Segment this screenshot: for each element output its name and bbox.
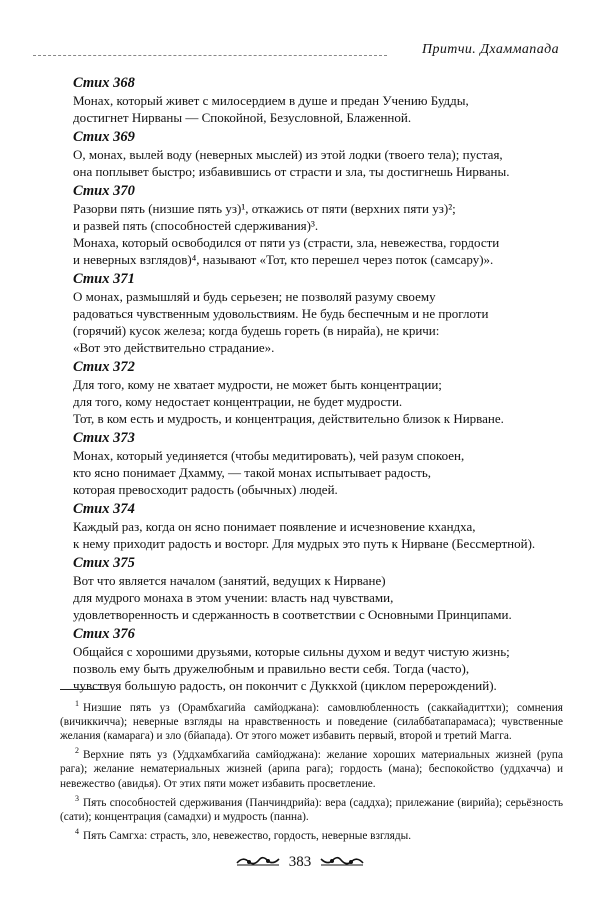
- running-header: [33, 36, 559, 64]
- verse-line: Тот, в ком есть и мудрость, и концентрация, действительно близок к Нирване.: [73, 411, 504, 426]
- verse-line: для мудрого монаха в этом учении: власть над чувствами,: [73, 590, 394, 605]
- footnotes-section: [60, 697, 563, 844]
- footnote: [60, 697, 563, 743]
- footnote: [60, 825, 563, 843]
- verse-line: О монах, размышляй и будь серьезен; не позволяй разуму своему: [73, 289, 436, 304]
- verses-section: [73, 74, 563, 696]
- ornament-left-icon: [235, 853, 281, 872]
- ornament-right-icon: [319, 853, 365, 872]
- footnote-text: Верхние пять уз (Уддхамбхагийа самйоджана): желание хороших материальных жизней (рупа рага); желание нематериальных жизней (арипа рага); гордость (мана); беспокойство (уддхачча) и невежество (авидья). От этих пяти может избавить просветление.: [60, 749, 563, 790]
- verse-line: Разорви пять (низшие пять уз)¹, откажись от пяти (верхних пяти уз)²;: [73, 201, 456, 216]
- verse-title: Стих 372: [73, 359, 135, 375]
- verse-line: О, монах, вылей воду (неверных мыслей) из этой лодки (твоего тела); пустая,: [73, 147, 503, 162]
- verse-line: «Вот это действительно страдание».: [73, 340, 275, 355]
- footnote-number: 1: [75, 699, 79, 708]
- verse-block: [73, 128, 563, 180]
- footnote: [60, 744, 563, 790]
- verse-block: [73, 500, 563, 552]
- verse-line: и неверных взглядов)⁴, называют «Тот, кто перешел через поток (самсару)».: [73, 252, 494, 267]
- verse-block: [73, 74, 563, 126]
- verse-block: [73, 625, 563, 694]
- footnote-number: 4: [75, 826, 79, 836]
- running-title: Притчи. Дхаммапада: [422, 42, 559, 57]
- verse-line: позволь ему быть дружелюбным и правильно вести себя. Тогда (часто),: [73, 661, 470, 676]
- footnote-number: 2: [75, 746, 79, 756]
- verse-block: [73, 270, 563, 356]
- verse-block: [73, 429, 563, 498]
- verse-title: Стих 368: [73, 75, 135, 91]
- footnote-separator: [60, 689, 108, 690]
- verse-line: удовлетворенность и сдержанность в соответствии с Основными Принципами.: [73, 607, 512, 622]
- verse-line: Каждый раз, когда он ясно понимает появление и исчезновение кхандха,: [73, 519, 476, 534]
- verse-line: которая превосходит радость (обычных) людей.: [73, 482, 338, 497]
- verse-block: [73, 554, 563, 623]
- verse-title: Стих 375: [73, 555, 135, 571]
- page-number: 383: [288, 853, 312, 870]
- verse-line: достигнет Нирваны — Спокойной, Безусловной, Блаженной.: [73, 110, 412, 125]
- page-footer: [0, 853, 600, 875]
- verse-title: Стих 373: [73, 430, 135, 446]
- verse-line: Монах, который живет с милосердием в душе и предан Учению Будды,: [73, 93, 469, 108]
- footnote: [60, 792, 563, 824]
- footnote-text: Пять способностей сдерживания (Панчиндрийа): вера (саддха); прилежание (вирийа); серьёзность (сати); концентрация (самадхи) и мудрость (панна).: [60, 796, 563, 823]
- verse-line: Вот что является началом (занятий, ведущих к Нирване): [73, 573, 386, 588]
- footnote-text: Низшие пять уз (Орамбхагийа самйоджана): самовлюбленность (саккайадиттхи); сомнения (вичиккичча); неверные взгляды на нравственность и поведение (силаббатапарамаса); чувственные желания (камарага) и зло (бйапада). От этого может избавить первый, второй и третий Магга.: [60, 701, 563, 743]
- verse-line: Монах, который уединяется (чтобы медитировать), чей разум спокоен,: [73, 448, 465, 463]
- verse-line: кто ясно понимает Дхамму, — такой монах испытывает радость,: [73, 465, 431, 480]
- footnote-number: 3: [75, 793, 79, 803]
- verse-block: [73, 358, 563, 427]
- verse-line: Для того, кому не хватает мудрости, не может быть концентрации;: [73, 377, 442, 392]
- verse-line: Монаха, который освободился от пяти уз (страсти, зла, невежества, гордости: [73, 235, 500, 250]
- verse-line: к нему приходит радость и восторг. Для мудрых это путь к Нирване (Бессмертной).: [73, 536, 536, 551]
- verse-line: (горячий) кусок железа; когда будешь гореть (в нирайа), не кричи:: [73, 323, 440, 338]
- verse-title: Стих 376: [73, 626, 135, 642]
- verse-title: Стих 371: [73, 271, 135, 287]
- header-rule: [33, 55, 387, 56]
- verse-title: Стих 369: [73, 129, 135, 145]
- verse-title: Стих 374: [73, 501, 135, 517]
- verse-line: Общайся с хорошими друзьями, которые сильны духом и ведут чистую жизнь;: [73, 644, 510, 659]
- verse-line: радоваться чувственным удовольствиям. Не будь беспечным и не проглоти: [73, 306, 489, 321]
- verse-line: для того, кому недостает концентрации, не будет мудрости.: [73, 394, 403, 409]
- verse-line: она поплывет быстро; избавившись от страсти и зла, ты достигнешь Нирваны.: [73, 164, 510, 179]
- verse-block: [73, 182, 563, 268]
- verse-title: Стих 370: [73, 183, 135, 199]
- footnote-text: Пять Самгха: страсть, зло, невежество, гордость, неверные взгляды.: [83, 829, 412, 842]
- verse-line: чувствуя большую радость, он покончит с Дуккхой (циклом перерождений).: [73, 678, 497, 693]
- verse-line: и развей пять (способностей сдерживания)³.: [73, 218, 319, 233]
